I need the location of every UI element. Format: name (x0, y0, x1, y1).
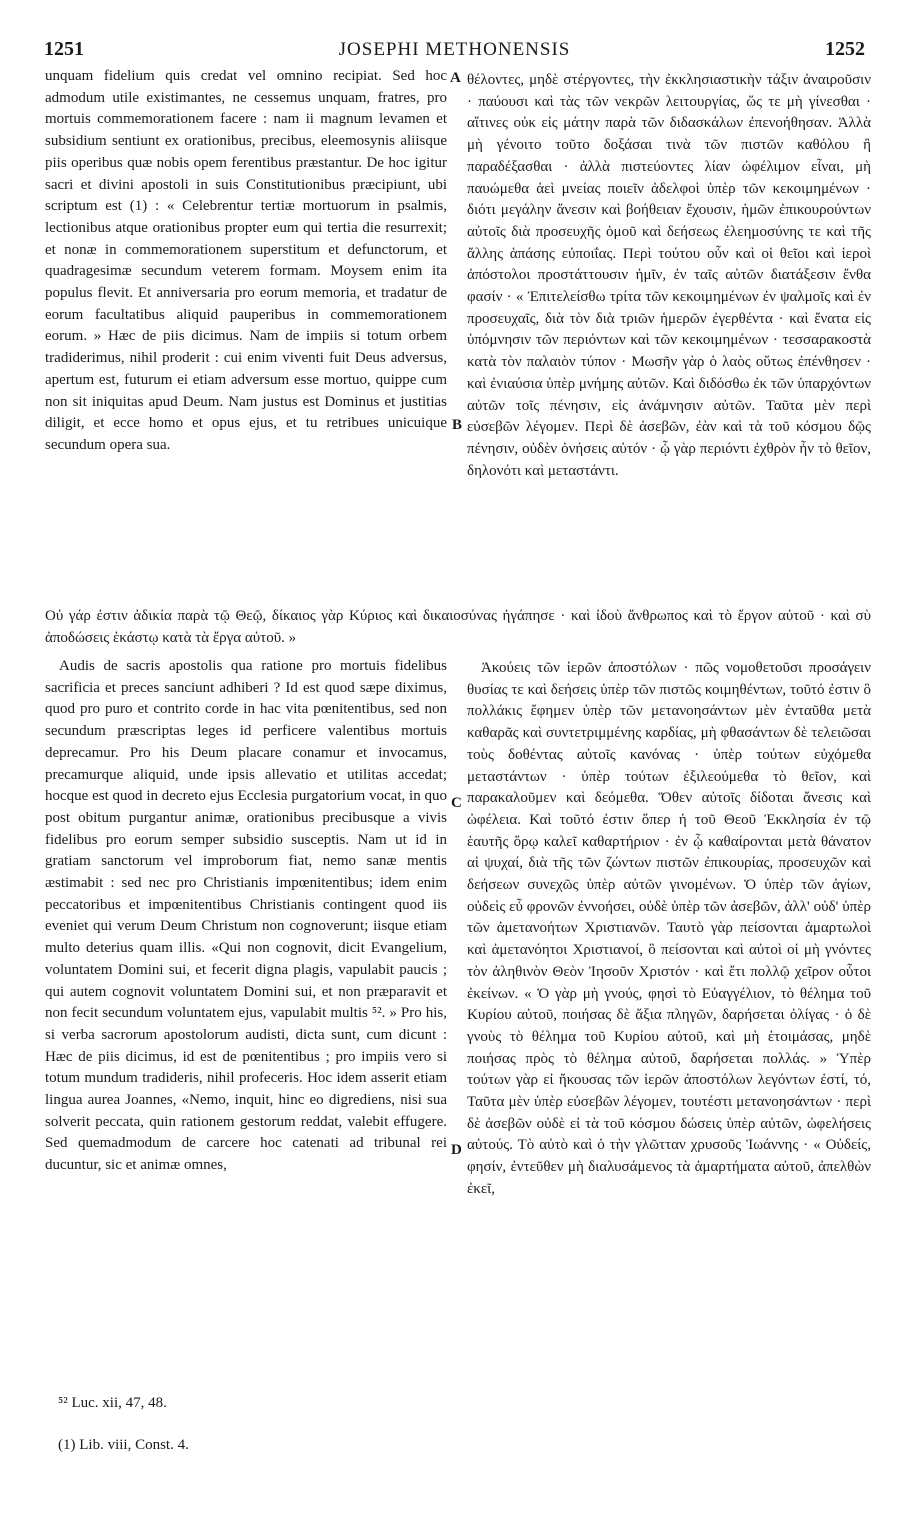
page-number-right: 1252 (825, 38, 865, 60)
section-marker-a: A (450, 70, 461, 86)
footnote-luke: ⁵² Luc. xii, 47, 48. (58, 1395, 167, 1411)
latin-column-bottom (45, 656, 447, 1177)
footnote-constitutions: (1) Lib. viii, Const. 4. (58, 1437, 189, 1453)
page-number-left: 1251 (44, 38, 84, 60)
section-marker-d: D (451, 1142, 462, 1158)
running-header (44, 38, 865, 66)
section-marker-c: C (451, 795, 462, 811)
latin-column-top: unquam fidelium quis credat vel omnino recipiat. Sed hoc admodum utile existimantes, ne cessemus unquam, fratres, pro mortuis commemorationem facere : nam ii magnum levamen et subsidium sentiunt ex orationibus, precibus, eleemosynis aliisque piis operibus quæ nobis opem ferentibus præstantur. De hoc igitur sacri et divini apostoli in suis Constitutionibus præcipiunt, ubi scriptum est (1) : « Celebrentur tertiæ mortuorum in psalmis, lectionibus atque orationibus propter eum qui tertia die resurrexit; et nonæ in commemorationem superstitum et defunctorum, et quadragesimæ secundum veterem formam. Moysem enim ita populus flevit. Et anniversaria pro eorum memoria, et tradatur de eorum facultatibus aliquid pauperibus in commemorationem eorum. » Hæc de piis dicimus. Nam de impiis si totum orbem tradiderimus, nihil proderit : cui enim viventi fuit Deus adversus, apertum est, futurum ei etiam adversum esse mortuo, quippe cum non sit iniquitas apud Deum. Nam justus est Dominus et justitias diligit, et ecce homo et opus ejus, et tu retribues unicuique secundum opera sua. (45, 68, 447, 453)
greek-bridge-line: Οὐ γάρ ἐστιν ἀδικία παρὰ τῷ Θεῷ, δίκαιος γὰρ Κύριος καὶ δικαιοσύνας ἠγάπησε · καὶ ἰδοὺ ἄνθρωπος καὶ τὸ ἔργον αὐτοῦ · καὶ σὺ ἀποδώσεις ἑκάστῳ κατὰ τὰ ἔργα αὐτοῦ. » (45, 608, 871, 646)
greek-paragraph: Ἀκούεις τῶν ἱερῶν ἀποστόλων · πῶς νομοθετοῦσι προσάγειν θυσίας τε καὶ δεήσεις ὑπὲρ τῶν πιστῶς κοιμηθέντων, τοῦτό ἐστιν ὃ πολλάκις ἔφημεν ὑπὲρ τῶν μετανοησάντων μὲν ἐνταῦθα μετὰ καθαρᾶς καὶ συντετριμμένης καρδίας, μὴ φθασάντων δὲ τελειῶσαι τοὺς δοθέντας αὐτοῖς κανόνας · ὑπὲρ τούτων εὐχόμεθα μεταστάντων · ὑπὲρ τούτων ἐξιλεούμεθα τὸ θεῖον, καὶ παρακαλοῦμεν καὶ δεόμεθα. Ὅθεν αὐτοῖς δίδοται ἄνεσις καὶ ὠφέλεια. Καὶ τοῦτό ἐστιν ὅπερ ἡ τοῦ Θεοῦ Ἐκκλησία ἐν τῷ ἑαυτῆς ὅρῳ καλεῖ καθαρτήριον · ἐν ᾧ καθαίρονται μετὰ θάνατον αἱ ψυχαί, διὰ τῆς τῶν ζώντων πιστῶν ἐπικουρίας, προσευχῶν καὶ δεήσεων συνεχῶς ὑπὲρ αὐτῶν γινομένων. Ὁ ὑπὲρ τῶν ἁγίων, οὐδεὶς εὖ φρονῶν ἐννοήσει, οὐδὲ ὑπὲρ τῶν ἀσεβῶν, ἀλλ' οὐδ' ὑπὲρ τῶν ἀμετανοήτων Χριστιανῶν. Ταυτὸ γὰρ πείσονται ἁμαρτωλοὶ καὶ ἀμετανόητοι Χριστιανοί, ὃ πείσονται καὶ αὐτοὶ οἱ μὴ γνόντες τὸν ἀληθινὸν Θεὸν Ἰησοῦν Χριστόν · καὶ ἔτι πολλῷ χεῖρον οὗτοι ἐκείνων. « Ὁ γὰρ μὴ γνούς, φησὶ τὸ Εὐαγγέλιον, τὸ θέλημα τοῦ Κυρίου αὐτοῦ, ποιήσας δὲ ἄξια πληγῶν, δαρήσεται ὀλίγας · ὁ δὲ γνοὺς τὸ θέλημα τοῦ Κυρίου αὐτοῦ, καὶ μὴ ἑτοιμάσας, μηδὲ ποιήσας πρὸς τὸ θέλημα αὐτοῦ, δαρήσεται πολλάς. » Ὑπὲρ τούτων γὰρ εἰ ἤκουσας τῶν ἱερῶν ἀποστόλων λεγόντων ἐστί, τό, Ταῦτα μὲν ὑπὲρ εὐσεβῶν λέγομεν, τουτέστι μετανοησάντων · περὶ δὲ ἀσεβῶν οὐδὲ εἰ τὰ τοῦ κόσμου δώσεις ὑπὲρ αὐτῶν, ὠφελήσεις αὐτούς. Τὸ αὐτὸ καὶ ὁ τὴν γλῶτταν χρυσοῦς Ἰωάννης · « Οὐδείς, φησίν, ἐντεῦθεν μὴ διαλυσάμενος τὰ ἁμαρτήματα αὐτοῦ, ἀπελθὼν ἐκεῖ, (467, 660, 871, 1197)
latin-paragraph: Audis de sacris apostolis qua ratione pro mortuis fidelibus sacrificia et preces sanciunt adhiberi ? Id est quod sæpe diximus, quod pro puro et contrito corde in hac vita pœnitentibus, sed non secundum præscriptas leges id perficere valentibus mortuis deprecamur. Pro his Deum placare conamur et invocamus, precamurque aliquid, unde ipsis allevatio et utilitas accedat; hocque est quod in decreto ejus Ecclesia purgatorium vocat, in quo post obitum purgantur animæ, orationibus precibusque a vivis fidelibus pro eorum semper subsidio susceptis. Nam ut id in gratiam sanctorum vel improborum fiat, nemo sanæ mentis æstimabit : sed nec pro Christianis impœnitentibus; idem enim peccatoribus et impœnitentibus Christianis contingent quod iis eveniet qui verum Deum Christum non cognoverunt; iisque etiam multo deterius quam illis. «Qui non cognovit, dicit Evangelium, voluntatem Domini sui, et fecerit digna plagis, vapulabit paucis ; qui autem cognovit voluntatem Domini sui, et non præparavit et non fecit secundum voluntatem ejus, vapulabit multis ⁵². » Pro his, si verba sacrorum apostolorum audisti, dicta sunt, cum dicunt : Hæc de piis dicimus, id est de pœnitentibus ; pro impiis vero si totum mundum tradideris, nihil profeceris. Hoc idem asserit etiam lingua aurea Joannes, «Nemo, inquit, hinc eo digrediens, nisi sua solverit peccata, quin rationem gestorum reddat, valebit effugere. Sed quemadmodum de carcere hoc catenati ad tribunal rei ducuntur, sic et animæ omnes, (45, 658, 447, 1174)
section-marker-b: B (452, 417, 463, 433)
greek-column-top: θέλοντες, μηδὲ στέργοντες, τὴν ἐκκλησιαστικὴν τάξιν ἀναιροῦσιν · παύουσι καὶ τὰς τῶν νεκρῶν λειτουργίας, ὥς τε μὴ γίνεσθαι · αἵτινες οὐκ εἰς μάτην παρὰ τῶν διδασκάλων ἐπενοήθησαν. Ἀλλὰ μὴ γένοιτο τοῦτο δοξάσαι τινὰ τῶν πιστῶν καθόλου ἢ παραδέξασθαι · ἀλλὰ πιστεύοντες λίαν ὠφέλιμον εἶναι, μὴ παυώμεθα ἀεὶ μνείας ποιεῖν ἀδελφοὶ ὑπὲρ τῶν κεκοιμημένων · διότι μεγάλην ἄνεσιν καὶ βοήθειαν ἔχουσιν, ἡμῶν ἐπικουρούντων αὐτοῖς διὰ προσευχῆς ὁμοῦ καὶ δεήσεως ἐλεημοσύνης τε καὶ τῆς ἄλλης ἁπάσης εὐποιΐας. Περὶ τούτου οὖν καὶ οἱ θεῖοι καὶ ἱεροὶ ἀπόστολοι προστάττουσιν ἡμῖν, ἐν ταῖς αὐτῶν διατάξεσιν ἔνθα φασίν · « Ἐπιτελείσθω τρίτα τῶν κεκοιμημένων ἐν ψαλμοῖς καὶ ἐν προσευχαῖς, διὰ τὸν διὰ τριῶν ἡμερῶν ἐγερθέντα · καὶ ἔνατα εἰς ὑπόμνησιν τῶν περιόντων καὶ τῶν κεκοιμημένων · τεσσαρακοστὰ κατὰ τὸν παλαιὸν τύπον · Μωσῆν γὰρ ὁ λαὸς οὕτως ἐπένθησεν · καὶ ἐνιαύσια ὑπὲρ μνήμης αὐτῶν. Καὶ διδόσθω ἐκ τῶν ὑπαρχόντων αὐτῶν τοῖς πένησιν, εἰς ἀνάμνησιν αὐτῶν. Ταῦτα μὲν περὶ εὐσεβῶν λέγομεν. Περὶ δὲ ἀσεβῶν, ἐὰν καὶ τὰ τοῦ κόσμου δῷς πένησιν, οὐδὲν ὀνήσεις αὐτόν · ᾧ γὰρ περιόντι ἐχθρὸν ἦν τὸ θεῖον, δηλονότι καὶ μεταστάντι. (467, 72, 871, 479)
running-title: JOSEPHI METHONENSIS (338, 39, 571, 60)
greek-column-bottom (467, 658, 871, 1201)
